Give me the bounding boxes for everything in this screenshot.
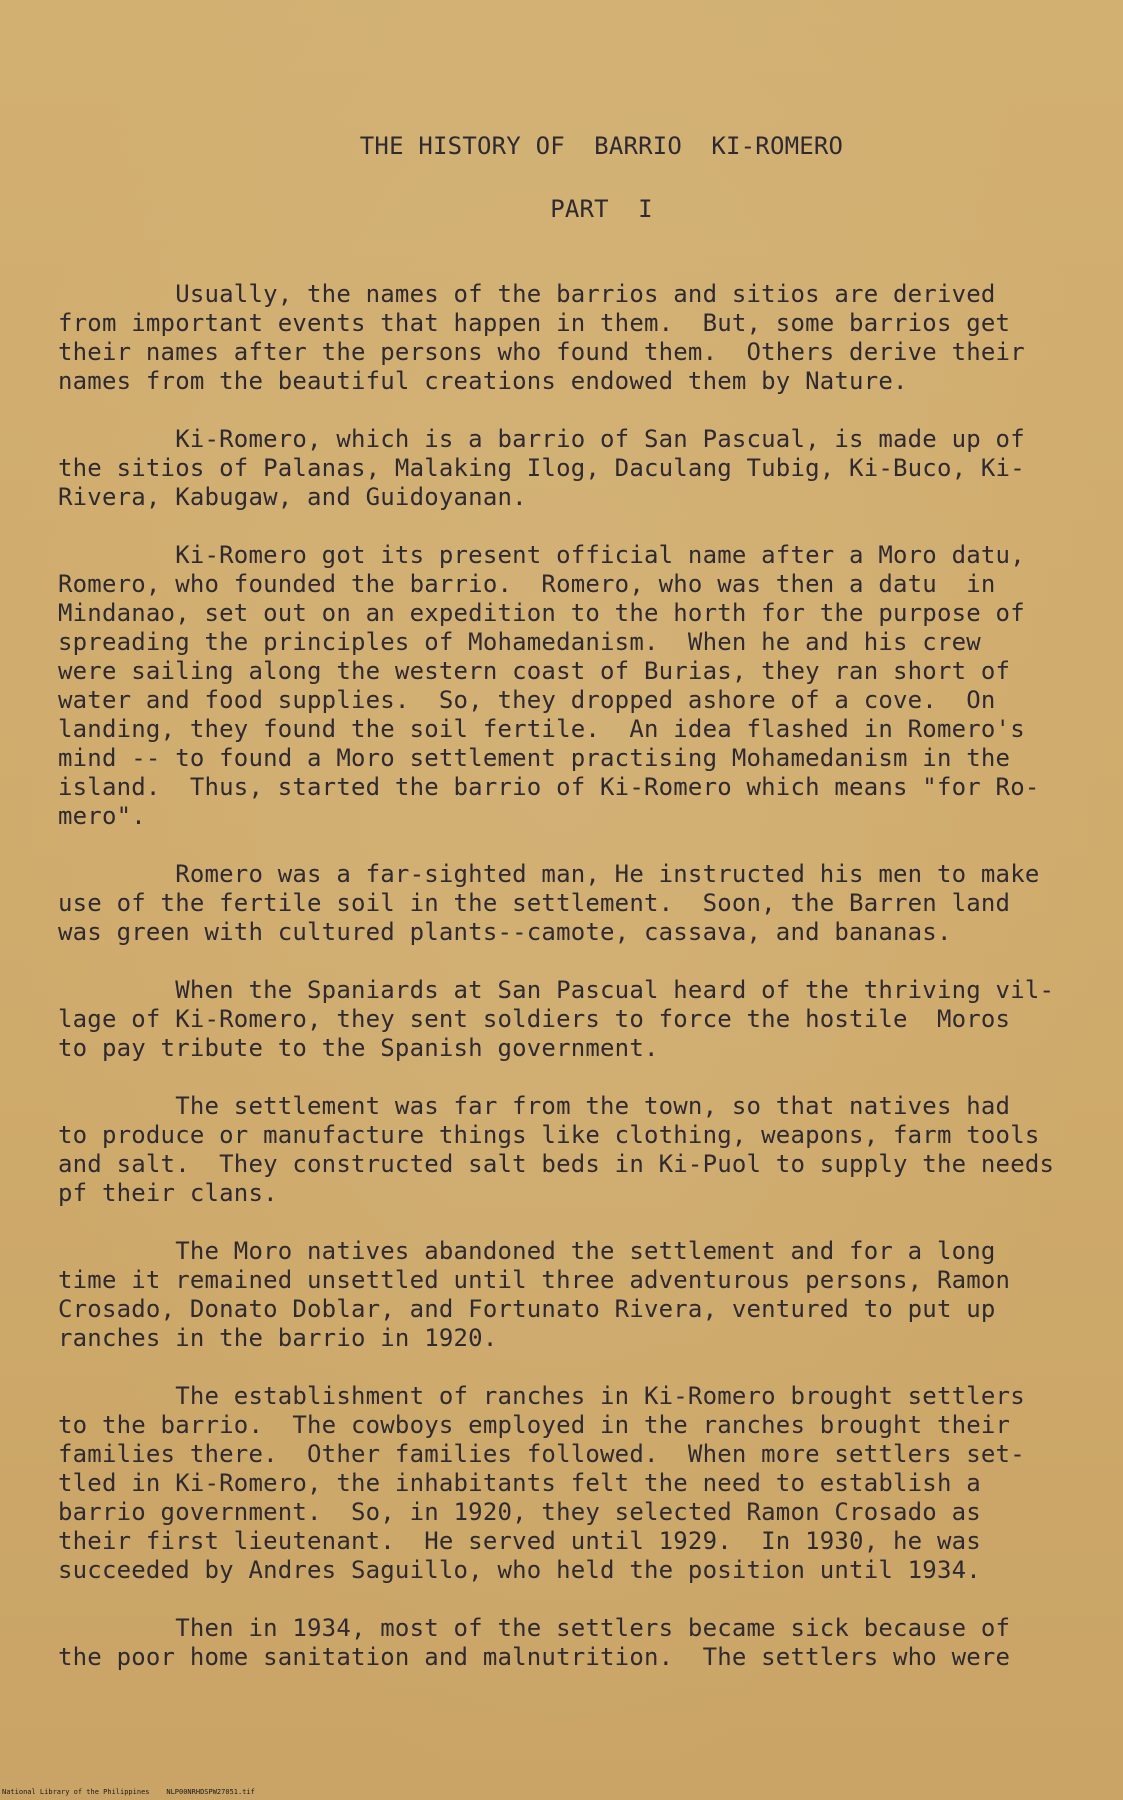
text-line: were sailing along the western coast of Burias, they ran short of xyxy=(58,657,1011,685)
text-line: succeeded by Andres Saguillo, who held the position until 1934. xyxy=(58,1556,981,1584)
text-line: water and food supplies. So, they dropped ashore of a cove. On xyxy=(58,686,996,714)
text-line: their first lieutenant. He served until 1929. In 1930, he was xyxy=(58,1527,981,1555)
text-line: mero". xyxy=(58,802,146,830)
text-line: to pay tribute to the Spanish government. xyxy=(58,1034,659,1062)
text-line: names from the beautiful creations endowed them by Nature. xyxy=(58,367,908,395)
text-line: Romero, who founded the barrio. Romero, who was then a datu in xyxy=(58,570,996,598)
text-line: pf their clans. xyxy=(58,1179,278,1207)
text-line: the sitios of Palanas, Malaking Ilog, Daculang Tubig, Ki-Buco, Ki- xyxy=(58,454,1025,482)
text-line: from important events that happen in them. But, some barrios get xyxy=(58,309,1011,337)
text-line: The settlement was far from the town, so that natives had xyxy=(58,1092,1011,1120)
paragraph xyxy=(58,1382,1068,1585)
text-line: was green with cultured plants--camote, cassava, and bananas. xyxy=(58,918,952,946)
text-line: spreading the principles of Mohamedanism. When he and his crew xyxy=(58,628,981,656)
text-line: time it remained unsettled until three adventurous persons, Ramon xyxy=(58,1266,1011,1294)
text-line: When the Spaniards at San Pascual heard of the thriving vil- xyxy=(58,976,1055,1004)
text-line: landing, they found the soil fertile. An idea flashed in Romero's xyxy=(58,715,1025,743)
text-line: barrio government. So, in 1920, they selected Ramon Crosado as xyxy=(58,1498,981,1526)
text-line: Then in 1934, most of the settlers became sick because of xyxy=(58,1614,1011,1642)
body-text xyxy=(58,280,1068,1701)
text-line: Mindanao, set out on an expedition to the horth for the purpose of xyxy=(58,599,1025,627)
text-line: ranches in the barrio in 1920. xyxy=(58,1324,498,1352)
part-heading: PART I xyxy=(550,195,653,223)
paragraph xyxy=(58,1237,1068,1353)
paragraph xyxy=(58,1614,1068,1672)
text-line: Ki-Romero, which is a barrio of San Pascual, is made up of xyxy=(58,425,1025,453)
text-line: Usually, the names of the barrios and sitios are derived xyxy=(58,280,996,308)
text-line: use of the fertile soil in the settlement. Soon, the Barren land xyxy=(58,889,1011,917)
paragraph xyxy=(58,860,1068,947)
paragraph xyxy=(58,1092,1068,1208)
archive-footer-label: National Library of the Philippines NLP00NRHDSPW27051.tif xyxy=(2,1788,255,1796)
text-line: tled in Ki-Romero, the inhabitants felt the need to establish a xyxy=(58,1469,981,1497)
text-line: Crosado, Donato Doblar, and Fortunato Rivera, ventured to put up xyxy=(58,1295,996,1323)
text-line: the poor home sanitation and malnutrition. The settlers who were xyxy=(58,1643,1011,1671)
text-line: Romero was a far-sighted man, He instructed his men to make xyxy=(58,860,1040,888)
text-line: families there. Other families followed. When more settlers set- xyxy=(58,1440,1025,1468)
text-line: to the barrio. The cowboys employed in the ranches brought their xyxy=(58,1411,1011,1439)
paragraph xyxy=(58,976,1068,1063)
text-line: and salt. They constructed salt beds in Ki-Puol to supply the needs xyxy=(58,1150,1055,1178)
text-line: Ki-Romero got its present official name after a Moro datu, xyxy=(58,541,1025,569)
text-line: mind -- to found a Moro settlement practising Mohamedanism in the xyxy=(58,744,1011,772)
paragraph xyxy=(58,541,1068,831)
text-line: The establishment of ranches in Ki-Romero brought settlers xyxy=(58,1382,1025,1410)
text-line: The Moro natives abandoned the settlement and for a long xyxy=(58,1237,996,1265)
text-line: to produce or manufacture things like clothing, weapons, farm tools xyxy=(58,1121,1040,1149)
text-line: island. Thus, started the barrio of Ki-Romero which means "for Ro- xyxy=(58,773,1040,801)
paragraph xyxy=(58,425,1068,512)
text-line: Rivera, Kabugaw, and Guidoyanan. xyxy=(58,483,527,511)
text-line: their names after the persons who found them. Others derive their xyxy=(58,338,1025,366)
page-title: THE HISTORY OF BARRIO KI-ROMERO xyxy=(359,132,844,160)
paragraph xyxy=(58,280,1068,396)
text-line: lage of Ki-Romero, they sent soldiers to force the hostile Moros xyxy=(58,1005,1011,1033)
